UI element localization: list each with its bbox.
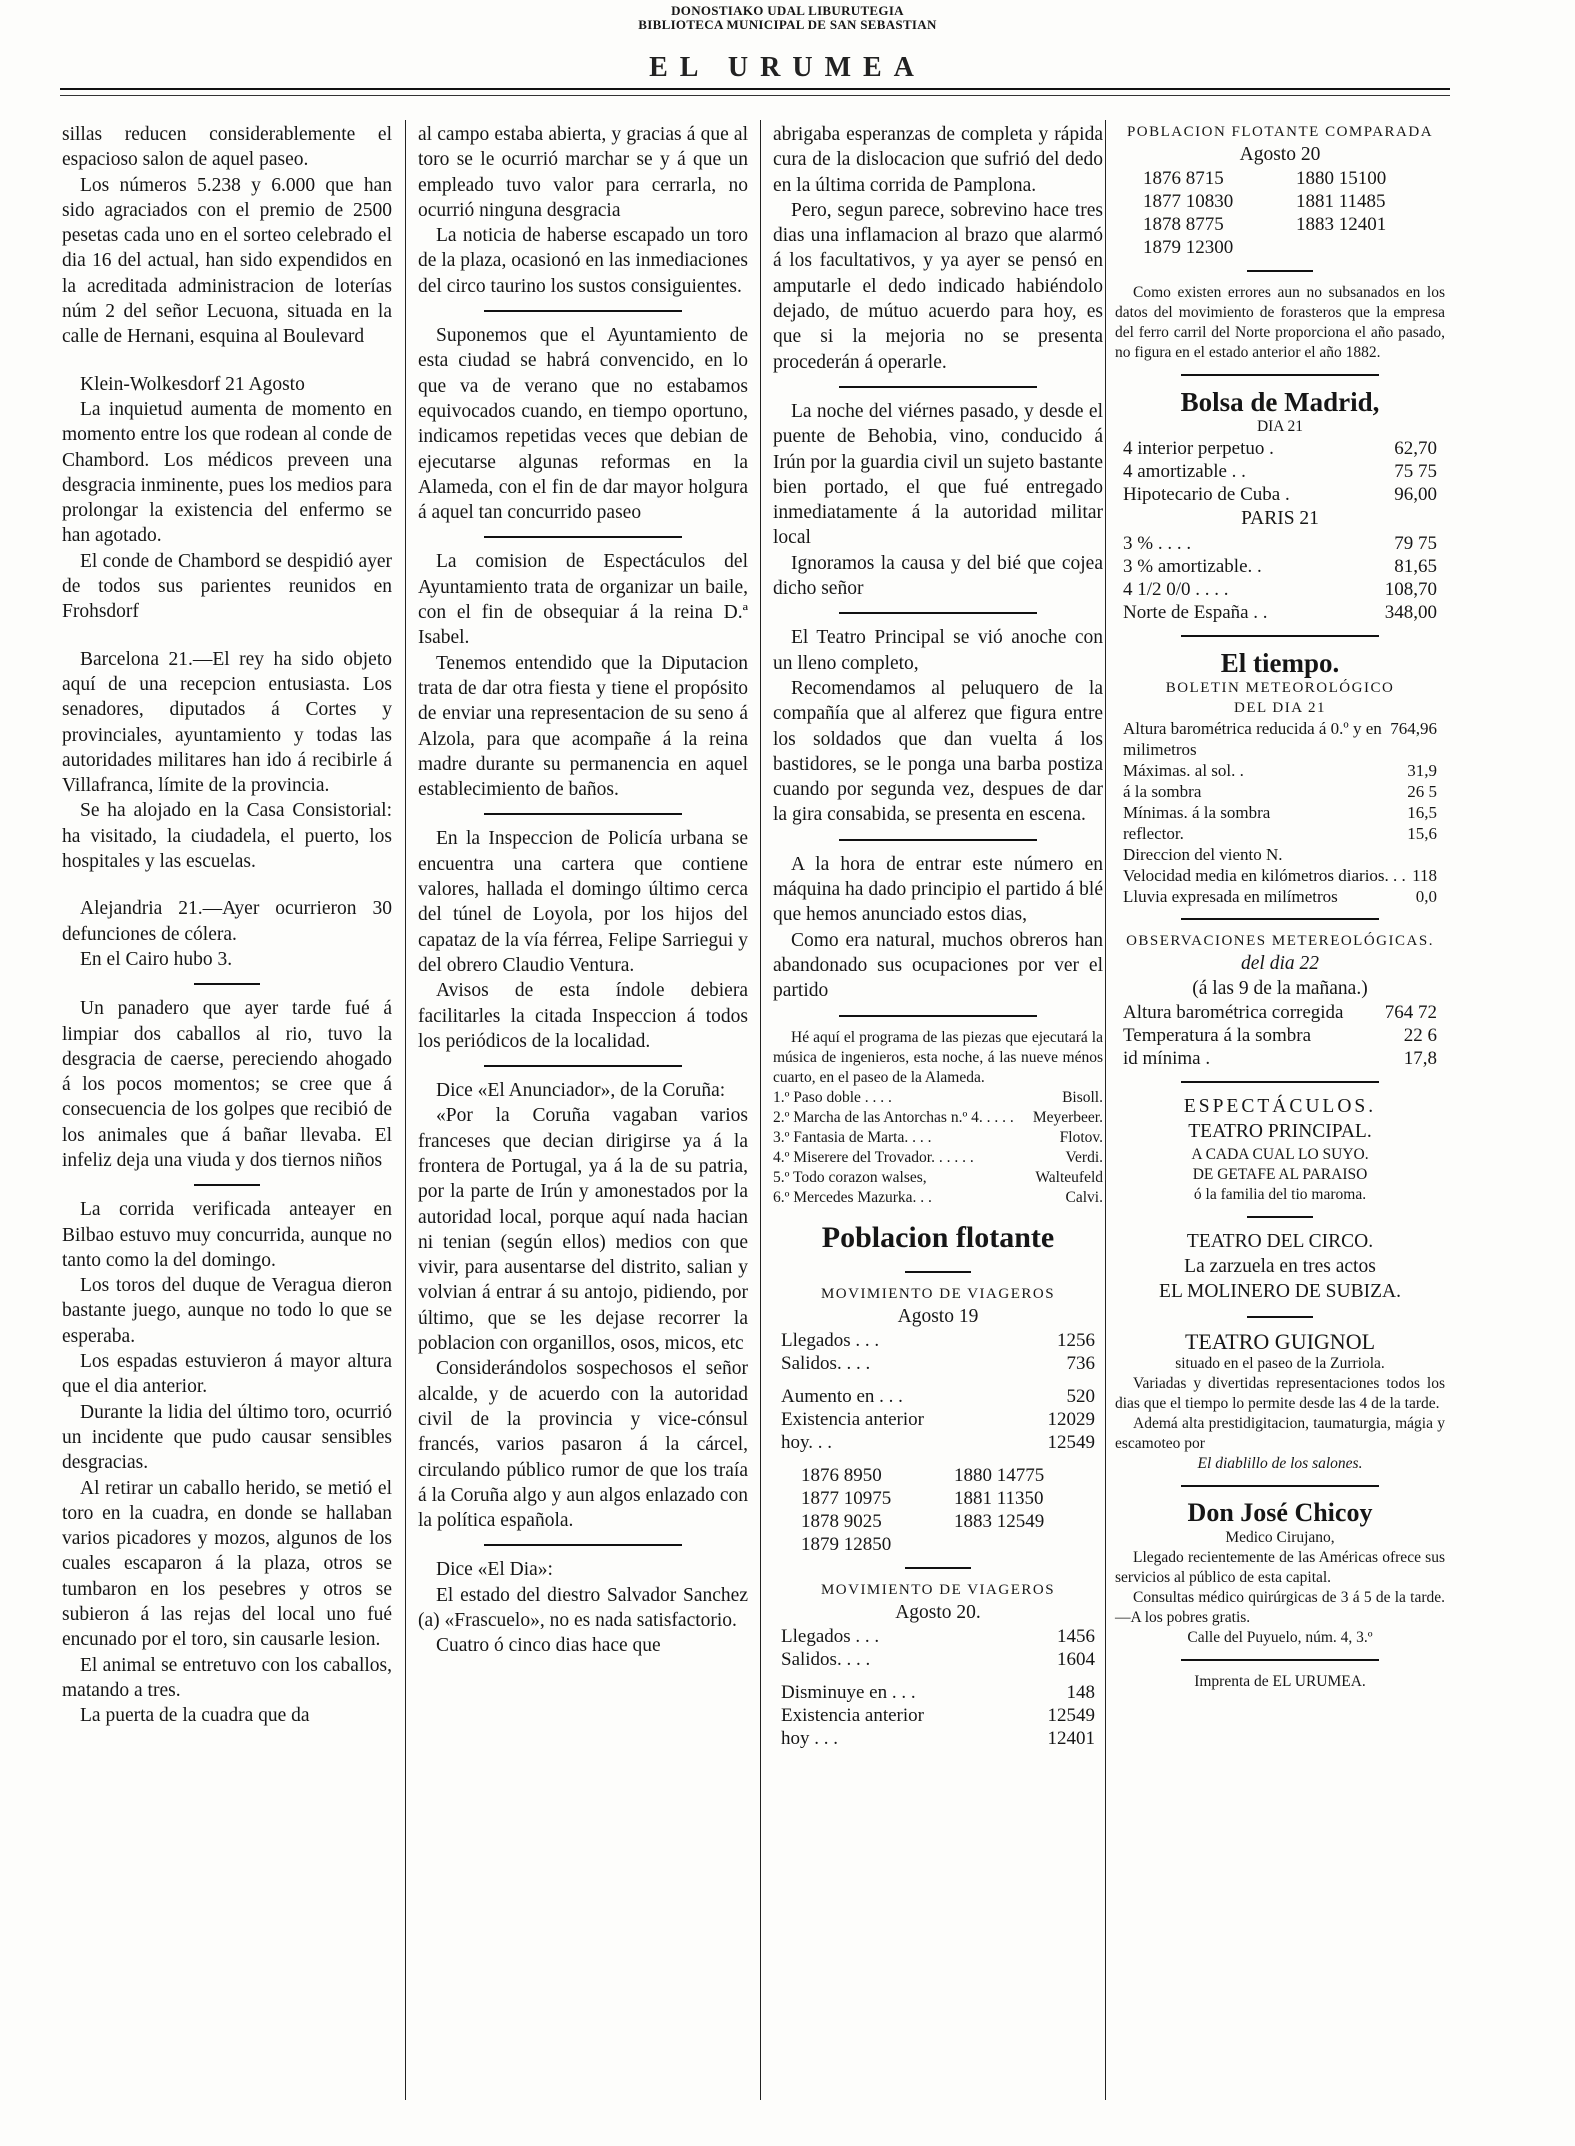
section-separator	[62, 972, 392, 996]
article-barcelona: Barcelona 21.—El rey ha sido objeto aquí de una recepcion entusiasta. Los senadores, diputados á Cortes y provinciales, ayuntamiento y todas las autoridades militares han ido á recibirle á Villafranca, límite de la provincia.	[62, 648, 392, 797]
movimiento-row	[773, 1352, 1103, 1375]
section-separator	[418, 802, 748, 826]
year-value: 1879 12850	[801, 1533, 892, 1555]
paris-row	[1115, 555, 1445, 578]
meteo-row-value: 26 5	[1407, 781, 1437, 801]
teatro-principal-line: ó la familia del tio maroma.	[1193, 1185, 1367, 1203]
section-separator	[1115, 907, 1445, 931]
article-paragraph: El animal se entretuvo con los caballos, matando a tres.	[62, 1654, 392, 1701]
library-line-spanish: BIBLIOTECA MUNICIPAL DE SAN SEBASTIAN	[638, 17, 937, 32]
section-separator	[1115, 1474, 1445, 1498]
paris-row	[1115, 601, 1445, 624]
meteo-row-value: 16,5	[1407, 802, 1437, 822]
article-comision: La comision de Espectáculos del Ayuntamiento trata de organizar un baile, con el fin de obsequiar á la reina D.ª Isabel.	[418, 551, 748, 649]
movimiento-row-value: 520	[1066, 1385, 1095, 1407]
article-alejandria: Alejandria 21.—Ayer ocurrieron 30 defunciones de cólera.	[62, 898, 392, 945]
paris-row	[1115, 578, 1445, 601]
article-paragraph: Al retirar un caballo herido, se metió el toro en la cuadra, en donde se hallaban varios picadores y mozos, algunos de los cuales escaparon á la plaza, otros se tumbaron en los pesebres y otros se subieron á las rejas del local uno fué encunado por el toro, sin causarle lesion.	[62, 1477, 392, 1651]
program-piece: 3.º Fantasia de Marta. . . .	[773, 1128, 932, 1146]
year-value: 1877 10830	[1143, 191, 1234, 213]
meteo-row-value: 15,6	[1407, 823, 1437, 843]
bolsa-row-value: 62,70	[1394, 438, 1437, 460]
bolsa-day: DIA 21	[1256, 418, 1304, 436]
meteo-row-value: 764,96	[1390, 718, 1437, 738]
program-item	[773, 1188, 1103, 1208]
movimiento-row	[773, 1648, 1103, 1671]
section-separator	[62, 1173, 392, 1197]
movimiento-row	[773, 1385, 1103, 1408]
section-separator	[1115, 624, 1445, 648]
movimiento-title: MOVIMIENTO DE VIAGEROS	[820, 1285, 1056, 1302]
bolsa-row	[1115, 483, 1445, 506]
movimiento-row-value: 1456	[1057, 1626, 1095, 1648]
meteo-row	[1115, 844, 1445, 865]
bolsa-row-label: 4 interior perpetuo .	[1123, 438, 1274, 460]
poblacion-flotante-title: Poblacion flotante	[821, 1220, 1055, 1254]
article-paragraph: «Por la Coruña vagaban varios franceses que decian dirigirse ya á la frontera de Portugal, ya á la de su patria, por la parte de Irún y amonestados por la autoridad local, porque aquí nada hacian ni tenian (según ellos) medios con que vivir, para ausentarse del distrito, salian y volvian á entrar á su antojo, pidiendo, por último, que se les dejase recorrer la poblacion con organillos, osos, micos, etc	[418, 1105, 748, 1355]
article-paragraph: Los toros del duque de Veragua dieron bastante juego, aunque no todo lo que se esperaba.	[62, 1275, 392, 1347]
year-value: 1876 8950	[801, 1464, 882, 1486]
meteo-table	[1115, 718, 1445, 907]
column-divider	[760, 120, 761, 2100]
movimiento-row-label: Existencia anterior	[781, 1408, 924, 1430]
year-row	[1115, 190, 1445, 213]
teatro-guignol-line: Variadas y divertidas representaciones todos los dias que el tiempo lo permite desde las 4 de la tarde.	[1115, 1374, 1445, 1412]
article-paragraph: Se ha alojado en la Casa Consistorial: ha visitado, la ciudadela, el puerto, los hospitales y las escuelas.	[62, 800, 392, 873]
movimiento-row-value: 1604	[1057, 1649, 1095, 1671]
observaciones-row-label: Altura barométrica corregida	[1123, 1002, 1344, 1024]
program-intro: Hé aquí el programa de las piezas que ejecutará la música de ingenieros, esta noche, á las nueve ménos cuarto, en el paseo de la Alameda.	[773, 1028, 1103, 1086]
paris-row-value: 348,00	[1384, 601, 1437, 623]
library-header	[0, 4, 1575, 32]
meteo-row	[1115, 886, 1445, 907]
year-row	[773, 1487, 1103, 1510]
movimiento-row-value: 736	[1066, 1352, 1095, 1374]
article-behobia: La noche del viérnes pasado, y desde el puente de Behobia, vino, conducido á Irún por la guardia civil un sujeto bastante bien portado, el que fué entregado inmediatamente á la autoridad militar local	[773, 400, 1103, 549]
section-separator	[1115, 259, 1445, 283]
movimiento-row-label: hoy . . .	[781, 1728, 838, 1750]
section-separator	[773, 375, 1103, 399]
boletin-day: DEL DIA 21	[1234, 699, 1326, 716]
meteo-row	[1115, 823, 1445, 844]
article-panadero: Un panadero que ayer tarde fué á limpiar dos caballos al rio, tuvo la desgracia de caerse, pereciendo ahogado á los pocos momentos; se cree que á consecuencia de los golpes que recibió de los animales que á bañar llevaba. El infeliz deja una viuda y dos tiernos niños	[62, 998, 392, 1171]
meteo-row-label: Mínimas. á la sombra	[1123, 802, 1271, 822]
teatro-guignol-line: situado en el paseo de la Zurriola.	[1175, 1354, 1385, 1372]
paris-row-label: 4 1/2 0/0 . . . .	[1123, 578, 1229, 600]
meteo-row-label: reflector.	[1123, 823, 1184, 843]
program-composer: Walteufeld	[1035, 1168, 1103, 1186]
article-teatro: El Teatro Principal se vió anoche con un lleno completo,	[773, 627, 1103, 674]
bolsa-row	[1115, 460, 1445, 483]
year-value: 1877 10975	[801, 1487, 892, 1509]
music-program-list	[773, 1088, 1103, 1208]
boletin-title: BOLETIN METEOROLÓGICO	[1165, 679, 1395, 696]
paris-row-value: 81,65	[1394, 555, 1437, 577]
article-paragraph: Los espadas estuvieron á mayor altura que el dia anterior.	[62, 1351, 392, 1398]
movimiento-row	[773, 1408, 1103, 1431]
program-item	[773, 1088, 1103, 1108]
movimiento-row-label: Disminuye en . . .	[781, 1682, 916, 1704]
section-separator	[418, 1054, 748, 1078]
meteo-row	[1115, 865, 1445, 886]
movimiento-row-label: Llegados . . .	[781, 1329, 880, 1351]
bolsa-row-label: 4 amortizable . .	[1123, 461, 1246, 483]
movimiento-row-label: Salidos. . . .	[781, 1352, 871, 1374]
year-row	[1115, 167, 1445, 190]
bolsa-row-value: 75 75	[1394, 461, 1437, 483]
year-value: 1880 15100	[1296, 168, 1387, 190]
year-value: 1879 12300	[1143, 237, 1234, 259]
comparada-date: Agosto 20	[1239, 144, 1321, 165]
meteo-row-label: Velocidad media en kilómetros diarios. . .	[1123, 865, 1406, 885]
paris-row-label: 3 % . . . .	[1123, 532, 1192, 554]
imprenta-footer: Imprenta de EL URUMEA.	[1194, 1672, 1366, 1690]
year-value: 1876 8715	[1143, 168, 1224, 190]
movimiento-date: Agosto 20.	[895, 1601, 981, 1623]
meteo-row-value: 31,9	[1407, 760, 1437, 780]
article-paragraph: abrigaba esperanzas de completa y rápida cura de la dislocacion que sufrió del dedo en la última corrida de Pamplona.	[773, 124, 1103, 196]
section-separator	[1115, 1070, 1445, 1094]
paris-title: PARIS 21	[1241, 508, 1319, 530]
teatro-principal: TEATRO PRINCIPAL.	[1188, 1121, 1372, 1143]
movimiento-totals	[773, 1681, 1103, 1750]
section-separator	[773, 601, 1103, 625]
meteo-row-label: Lluvia expresada en milímetros	[1123, 886, 1338, 906]
year-value	[1296, 236, 1431, 259]
article-partido: A la hora de entrar este número en máquina ha dado principio el partido á blé que hemos anunciado estos dias,	[773, 853, 1103, 926]
paris-row-label: 3 % amortizable. .	[1123, 555, 1262, 577]
column-divider	[1105, 120, 1106, 2100]
meteo-row-label: Altura barométrica reducida á 0.º y en milimetros	[1123, 718, 1382, 759]
program-composer: Bisoll.	[1062, 1088, 1103, 1106]
comparada-years	[1115, 167, 1445, 259]
movimiento-totals	[773, 1385, 1103, 1454]
program-piece: 5.º Todo corazon walses,	[773, 1168, 927, 1186]
teatro-guignol-line: El diablillo de los salones.	[1197, 1454, 1363, 1472]
movimiento-row-label: Salidos. . . .	[781, 1649, 871, 1671]
article-paragraph: La noticia de haberse escapado un toro de la plaza, ocasionó en las inmediaciones del circo taurino los sustos consiguientes.	[418, 225, 748, 297]
article-paragraph: La inquietud aumenta de momento en momento entre los que rodean al conde de Chambord. Los médicos preveen una desgracia inminente, pues los medios para prolongar la existencia del enfermo se han agotado.	[62, 398, 392, 547]
article-paragraph: Ignoramos la causa y del bié que cojea dicho señor	[773, 552, 1103, 600]
meteo-row-label: Direccion del viento N.	[1123, 844, 1283, 864]
year-value	[954, 1533, 1089, 1556]
section-separator	[1115, 1305, 1445, 1329]
article-paragraph: al campo estaba abierta, y gracias á que al toro se le ocurrió marchar se y á que un empleado tuvo valor para cerrarla, no ocurrió ninguna desgracia	[418, 124, 748, 221]
year-row	[773, 1533, 1103, 1556]
article-anunciador: Dice «El Anunciador», de la Coruña:	[436, 1080, 726, 1102]
dateline-klein: Klein-Wolkesdorf 21 Agosto	[80, 373, 305, 395]
comparada-note: Como existen errores aun no subsanados en los datos del movimiento de forasteros que la empresa del ferro carril del Norte proporciona el año pasado, no figura en el estado anterior el año 1882.	[1115, 284, 1445, 362]
paris-row-value: 108,70	[1384, 578, 1437, 600]
teatro-guignol: TEATRO GUIGNOL	[1184, 1328, 1376, 1354]
section-separator	[418, 299, 748, 323]
teatro-circo: TEATRO DEL CIRCO.	[1186, 1230, 1374, 1252]
article-el-dia: Dice «El Dia»:	[436, 1559, 553, 1581]
section-separator	[773, 1004, 1103, 1028]
paris-table	[1115, 532, 1445, 624]
program-piece: 4.º Miserere del Trovador. . . . . .	[773, 1148, 974, 1166]
year-row	[773, 1510, 1103, 1533]
movimiento-row-value: 148	[1066, 1682, 1095, 1704]
movimiento-row	[773, 1681, 1103, 1704]
section-separator	[1115, 363, 1445, 387]
observaciones-time: (á las 9 de la mañana.)	[1192, 977, 1368, 999]
section-separator	[773, 1260, 1103, 1284]
program-composer: Meyerbeer.	[1032, 1108, 1103, 1126]
teatro-guignol-line: Ademá alta prestidigitacion, taumaturgia, mágia y escamoteo por	[1115, 1414, 1445, 1452]
year-value: 1881 11350	[954, 1487, 1044, 1509]
observaciones-row	[1115, 1001, 1445, 1024]
ad-line: Llegado recientemente de las Américas ofrece sus servicios al público de esta capital.	[1115, 1548, 1445, 1586]
section-separator	[1115, 1205, 1445, 1229]
article-paragraph: En el Cairo hubo 3.	[80, 948, 233, 970]
article-paragraph: El conde de Chambord se despidió ayer de todos sus parientes reunidos en Frohsdorf	[62, 550, 392, 623]
column-4	[1115, 122, 1445, 1692]
article-paragraph: Avisos de esta índole debiera facilitarles la citada Inspeccion á todos los periódicos de la localidad.	[418, 980, 748, 1052]
movimiento-years	[773, 1464, 1103, 1556]
year-row	[1115, 213, 1445, 236]
column-2	[418, 122, 748, 1659]
meteo-row	[1115, 802, 1445, 823]
movimiento-title: MOVIMIENTO DE VIAGEROS	[820, 1581, 1056, 1598]
espectaculos-title: ESPECTÁCULOS.	[1183, 1096, 1377, 1118]
article-paragraph: sillas reducen considerablemente el espacioso salon de aquel paseo.	[62, 124, 392, 171]
meteo-row	[1115, 760, 1445, 781]
observaciones-row-value: 22 6	[1403, 1025, 1437, 1047]
year-row	[773, 1464, 1103, 1487]
teatro-circo-line: EL MOLINERO DE SUBIZA.	[1159, 1281, 1401, 1303]
movimiento-row-value: 12549	[1047, 1431, 1095, 1453]
article-paragraph: Durante la lidia del último toro, ocurrió un incidente que pudo causar sensibles desgracias.	[62, 1401, 392, 1474]
newspaper-masthead: EL URUMEA	[649, 52, 926, 83]
article-alameda: Suponemos que el Ayuntamiento de esta ciudad se habrá convencido, en lo que va de verano que no estabamos equivocados cuando, en tiempo oportuno, indicamos repetidas veces que debian de ejecutarse algunas reformas en la Alameda, con el fin de dar mayor holgura á aquel tan concurrido paseo	[418, 325, 748, 524]
program-item	[773, 1168, 1103, 1188]
year-value: 1878 9025	[801, 1510, 882, 1532]
year-row	[1115, 236, 1445, 259]
column-divider	[405, 120, 406, 2100]
tiempo-title: El tiempo.	[1220, 647, 1340, 678]
year-value: 1883 12549	[954, 1510, 1045, 1532]
library-line-basque: DONOSTIAKO UDAL LIBURUTEGIA	[671, 3, 904, 18]
bolsa-row-value: 96,00	[1394, 484, 1437, 506]
article-paragraph: Pero, segun parece, sobrevino hace tres dias una inflamacion al brazo que alarmó á los facultativos, y ya ayer se pensó en amputarle el dedo indicado habiéndolo dejado, de mútuo acuerdo para hoy, es que si la mejoria no se presenta procederán á operarle.	[773, 199, 1103, 373]
movimiento-row-value: 12549	[1047, 1705, 1095, 1727]
movimiento-row-label: Existencia anterior	[781, 1705, 924, 1727]
meteo-row-value: 0,0	[1415, 886, 1437, 906]
section-separator	[418, 1533, 748, 1557]
movimiento-table	[773, 1329, 1103, 1375]
program-item	[773, 1148, 1103, 1168]
article-paragraph: La puerta de la cuadra que da	[80, 1705, 310, 1727]
movimiento-row	[773, 1431, 1103, 1454]
program-composer: Calvi.	[1065, 1188, 1103, 1206]
paris-row-label: Norte de España . .	[1123, 601, 1268, 623]
movimiento-table	[773, 1625, 1103, 1671]
observaciones-row	[1115, 1024, 1445, 1047]
bolsa-row	[1115, 437, 1445, 460]
ad-line: Consultas médico quirúrgicas de 3 á 5 de la tarde.—A los pobres gratis.	[1115, 1588, 1445, 1626]
observaciones-row-label: Temperatura á la sombra	[1123, 1025, 1312, 1047]
year-value: 1878 8775	[1143, 214, 1224, 236]
observaciones-day: del dia 22	[1241, 952, 1319, 974]
movimiento-date: Agosto 19	[897, 1305, 979, 1327]
movimiento-row	[773, 1704, 1103, 1727]
movimiento-row-value: 12029	[1047, 1408, 1095, 1430]
movimiento-row-value: 12401	[1047, 1728, 1095, 1750]
paris-row	[1115, 532, 1445, 555]
observaciones-row-value: 764 72	[1384, 1002, 1437, 1024]
bolsa-table	[1115, 437, 1445, 506]
section-separator	[418, 525, 748, 549]
year-value: 1883 12401	[1296, 214, 1387, 236]
movimiento-row-label: Llegados . . .	[781, 1626, 880, 1648]
movimiento-row	[773, 1727, 1103, 1750]
column-1	[62, 122, 392, 1729]
meteo-row-label: Máximas. al sol. .	[1123, 760, 1244, 780]
program-piece: 1.º Paso doble . . . .	[773, 1088, 892, 1106]
bolsa-row-label: Hipotecario de Cuba .	[1123, 484, 1290, 506]
program-piece: 2.º Marcha de las Antorchas n.º 4. . . . .	[773, 1108, 1014, 1126]
year-value: 1880 14775	[954, 1464, 1045, 1486]
program-composer: Flotov.	[1059, 1128, 1103, 1146]
article-paragraph: Recomendamos al peluquero de la compañía que al alferez que figura entre los soldados que dan vuelta á los bastidores, se le ponga una barba postiza cuando por segunda vez, despues de dar la gira consabida, se presenta en escena.	[773, 677, 1103, 826]
meteo-row-value: 118	[1412, 865, 1437, 885]
meteo-row	[1115, 781, 1445, 802]
movimiento-row	[773, 1329, 1103, 1352]
section-separator	[1115, 1648, 1445, 1672]
program-piece: 6.º Mercedes Mazurka. . .	[773, 1188, 932, 1206]
ad-line: Medico Cirujano,	[1225, 1528, 1335, 1546]
observaciones-table	[1115, 1001, 1445, 1070]
paris-row-value: 79 75	[1394, 532, 1437, 554]
article-paragraph: Cuatro ó cinco dias hace que	[436, 1635, 661, 1657]
article-paragraph: Como era natural, muchos obreros han abandonado sus ocupaciones por ver el partido	[773, 929, 1103, 1002]
teatro-principal-line: DE GETAFE AL PARAISO	[1192, 1165, 1368, 1183]
observaciones-row	[1115, 1047, 1445, 1070]
column-3	[773, 122, 1103, 1750]
movimiento-row	[773, 1625, 1103, 1648]
observaciones-row-value: 17,8	[1403, 1048, 1437, 1070]
article-corrida: La corrida verificada anteayer en Bilbao estuvo muy concurrida, aunque no tanto como la del domingo.	[62, 1199, 392, 1271]
meteo-row-label: á la sombra	[1123, 781, 1202, 801]
article-paragraph: Tenemos entendido que la Diputacion trata de dar otra fiesta y tiene el propósito de enviar una representacion de su seno á Alzola, para que acompañe á la reina madre durante su permanencia en aquel establecimiento de baños.	[418, 652, 748, 801]
teatro-circo-line: La zarzuela en tres actos	[1184, 1256, 1376, 1278]
masthead-rule	[60, 88, 1450, 96]
program-composer: Verdi.	[1065, 1148, 1103, 1166]
article-paragraph: El estado del diestro Salvador Sanchez (a) «Frascuelo», no es nada satisfactorio.	[418, 1584, 748, 1632]
comparada-title: POBLACION FLOTANTE COMPARADA	[1126, 124, 1434, 140]
article-lottery: Los números 5.238 y 6.000 que han sido agraciados con el premio de 2500 pesetas cada uno en el sorteo celebrado el dia 16 del actual, han sido expendidos en la acreditada administracion de loterías núm 2 del señor Lecuona, situada en la calle de Hernani, esquina al Boulevard	[62, 174, 392, 348]
movimiento-row-value: 1256	[1057, 1329, 1095, 1351]
meteo-row	[1115, 718, 1445, 760]
teatro-principal-line: A CADA CUAL LO SUYO.	[1191, 1145, 1369, 1163]
section-separator	[773, 1556, 1103, 1580]
observaciones-row-label: id mínima .	[1123, 1048, 1211, 1070]
movimiento-row-label: hoy. . .	[781, 1431, 833, 1453]
movimiento-row-label: Aumento en . . .	[781, 1385, 903, 1407]
ad-doctor-name: Don José Chicoy	[1187, 1497, 1373, 1527]
observaciones-title: OBSERVACIONES METEREOLÓGICAS.	[1126, 932, 1434, 949]
year-value: 1881 11485	[1296, 191, 1386, 213]
article-paragraph: Considerándolos sospechosos el señor alcalde, y de acuerdo con la autoridad civil de la provincia y vice-cónsul francés, varios pasaron á la cárcel, circulando público rumor de que los traía á la Coruña algo y aun algos enlazado con la política española.	[418, 1358, 748, 1532]
program-item	[773, 1108, 1103, 1128]
article-policia: En la Inspeccion de Policía urbana se encuentra una cartera que contiene valores, hallada el domingo último cerca del túnel de Loyola, por los hijos del capataz de la vía férrea, Felipe Sarriegui y del obrero Claudio Ventura.	[418, 828, 748, 976]
ad-line: Calle del Puyuelo, núm. 4, 3.º	[1187, 1628, 1373, 1646]
bolsa-title: Bolsa de Madrid,	[1180, 387, 1380, 418]
section-separator	[773, 828, 1103, 852]
program-item	[773, 1128, 1103, 1148]
